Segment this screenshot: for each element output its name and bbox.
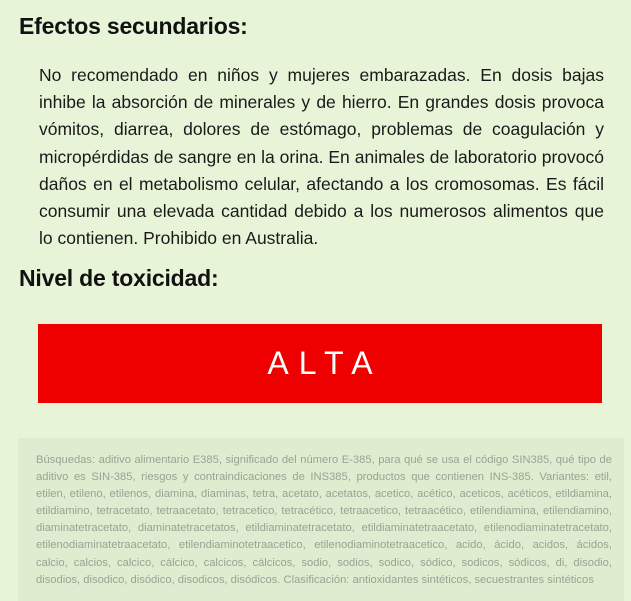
- toxicity-level-label: ALTA: [267, 345, 383, 381]
- toxicity-level-banner: [38, 324, 602, 403]
- side-effects-text: No recomendado en niños y mujeres embarazadas. En dosis bajas inhibe la absorción de minerales y de hierro. En grandes dosis provoca vómitos, diarrea, dolores de estómago, problemas de coagulación y micropérdidas de sangre en la orina. En animales de laboratorio provocó daños en el metabolismo celular, afectando a los cromosomas. Es fácil consumir una elevada cantidad debido a los numerosos alimentos que lo contienen. Prohibido en Australia.: [39, 65, 604, 249]
- toxicity-heading: Nivel de toxicidad:: [19, 265, 219, 291]
- search-keywords-text: Búsquedas: aditivo alimentario E385, significado del número E-385, para qué se usa el código SIN385, qué tipo de aditivo es SIN-385, riesgos y contraindicaciones de INS385, productos que contienen INS-385. Variantes: etil, etilen, etileno, etilenos, diamina, diaminas, tetra, acetato, acetatos, acetico, acético, aceticos, acéticos, etildiamina, etildiamino, tetracetato, tetraacetato, tetracetico, tetracético, tetraacetico, tetraacético, etilendiamina, etilendiamino, diaminatetracetato, diaminatetracetatos, etildiaminatetracetato, etildiaminatetraacetato, etilenodiaminatetracetato, etilenodiaminatetraacetato, etilendiaminotetraacetico, etilenodiaminotetraacetico, acido, ácido, acidos, ácidos, calcio, calcios, calcico, cálcico, calcicos, cálcicos, sodio, sodios, sodico, sódico, sodicos, sódicos, di, disodio, disodios, disodico, disódico, disodicos, disódicos. Clasificación: antioxidantes sintéticos, secuestrantes sintéticos: [36, 454, 612, 586]
- search-keywords-box: [18, 438, 624, 601]
- side-effects-heading: Efectos secundarios:: [19, 13, 248, 39]
